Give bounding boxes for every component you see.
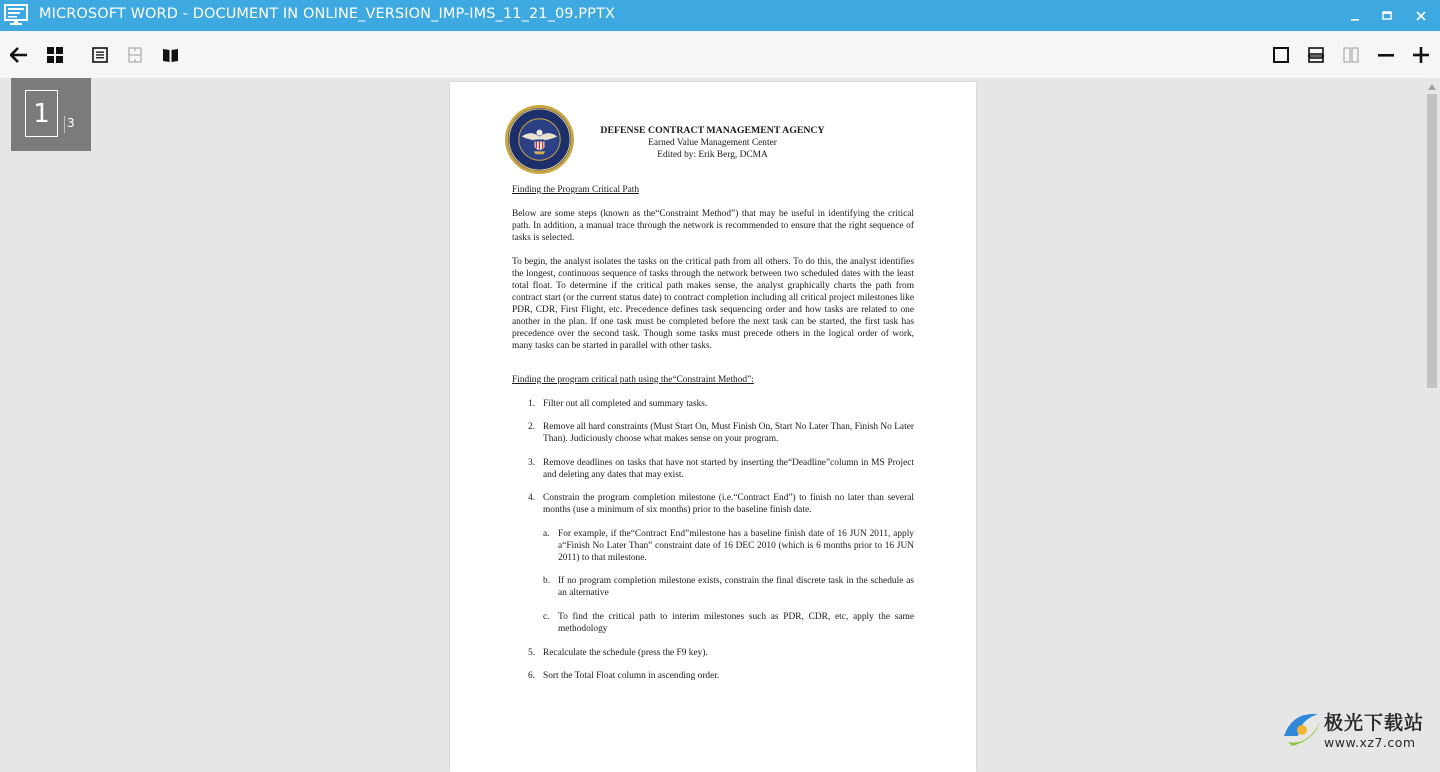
- sub-list-letter: c.: [543, 612, 550, 622]
- watermark-logo-icon: [1278, 706, 1324, 752]
- toolbar: [0, 31, 1440, 79]
- thumbnails-button[interactable]: [40, 41, 70, 68]
- list-item: [528, 398, 914, 410]
- back-button[interactable]: [4, 41, 34, 68]
- scroll-up-icon[interactable]: [1428, 84, 1436, 90]
- list-text: Remove deadlines on tasks that have not started by inserting the“Deadline”column in MS Project and deleting any dates that may exist.: [543, 458, 914, 480]
- close-icon: [1415, 10, 1427, 22]
- editor-line: Edited by: Erik Berg, DCMA: [657, 150, 768, 160]
- section-heading: Finding the program critical path using the“Constraint Method”:: [512, 375, 754, 385]
- sub-list-letter: a.: [543, 529, 550, 539]
- title-bar: [0, 0, 1440, 31]
- maximize-button[interactable]: [1370, 3, 1404, 29]
- plus-icon: [1413, 47, 1429, 63]
- minimize-button[interactable]: [1338, 3, 1372, 29]
- book-view-button[interactable]: [155, 41, 185, 68]
- close-button[interactable]: [1404, 3, 1438, 29]
- list-text: Filter out all completed and summary tasks.: [543, 399, 708, 409]
- sub-list-text: If no program completion milestone exists, constrain the final discrete task in the schedule as an alternative: [558, 576, 914, 598]
- list-item: [528, 647, 914, 659]
- columns-button[interactable]: [1336, 41, 1366, 68]
- paragraph: To begin, the analyst isolates the tasks on the critical path from all others. To do this, the analyst identifies the longest, continuous sequence of tasks through the network between two scheduled dates with the least total float. To determine if the critical path makes sense, the analyst graphically charts the path from contract start (or the current status date) to contract completion including all critical project milestones like PDR, CDR, First Flight, etc. Precedence defines task sequencing order and how tasks are related to one another in the plan. If one task must be completed before the next task can be started, the first task has precedence over the second task. Though some tasks must precede others in the logical order of work, many tasks can be started in parallel with other tasks.: [512, 257, 914, 351]
- zoom-in-button[interactable]: [1406, 41, 1436, 68]
- fit-width-icon: [1307, 47, 1325, 63]
- two-page-icon: [127, 47, 143, 63]
- minus-icon: [1378, 47, 1394, 63]
- list-text: Recalculate the schedule (press the F9 key).: [543, 648, 708, 658]
- page-count: 3: [67, 116, 75, 130]
- sub-list-item: [543, 611, 914, 635]
- document-page: [450, 82, 976, 772]
- fit-width-button[interactable]: [1301, 41, 1331, 68]
- document-icon: [92, 47, 108, 63]
- list-item: [528, 492, 914, 516]
- watermark-name: 极光下载站: [1324, 712, 1425, 734]
- single-page-button[interactable]: [1266, 41, 1296, 68]
- sub-list-text: For example, if the“Contract End”milestone has a baseline finish date of 16 JUN 2011, apply a“Finish No Later Than” constraint date of 16 DEC 2010 (which is 6 months prior to 16 JUN 2011) to that milestone.: [558, 529, 914, 563]
- list-text: Constrain the program completion milestone (i.e.“Contract End”) to finish no later than several months (use a minimum of six months) prior to the baseline finish date.: [543, 493, 914, 515]
- sub-list-item: [543, 528, 914, 564]
- agency-name: DEFENSE CONTRACT MANAGEMENT AGENCY: [600, 125, 825, 136]
- window-title: MICROSOFT WORD - DOCUMENT IN ONLINE_VERSION_IMP-IMS_11_21_09.PPTX: [39, 6, 615, 22]
- list-number: 5.: [528, 648, 536, 658]
- maximize-icon: [1381, 10, 1393, 22]
- vertical-scrollbar[interactable]: [1424, 78, 1440, 759]
- list-text: Sort the Total Float column in ascending order.: [543, 671, 720, 681]
- two-page-button[interactable]: [120, 41, 150, 68]
- reading-view-button[interactable]: [85, 41, 115, 68]
- list-item: [528, 457, 914, 481]
- page-thumbnail-current[interactable]: 1: [25, 90, 58, 137]
- list-text: Remove all hard constraints (Must Start On, Must Finish On, Start No Later Than, Finish No Later Than). Judiciously choose what makes sense on your program.: [543, 422, 914, 444]
- page-thumbnail-pane: [11, 78, 91, 151]
- list-number: 6.: [528, 671, 536, 681]
- thumbnail-separator: [64, 116, 65, 133]
- list-item: [528, 421, 914, 445]
- center-name: Earned Value Management Center: [648, 138, 777, 148]
- dcma-seal-icon: [504, 104, 575, 175]
- section-heading: Finding the Program Critical Path: [512, 185, 640, 195]
- watermark: [1278, 704, 1433, 754]
- sub-list-item: [543, 575, 914, 599]
- list-item: [528, 670, 914, 682]
- list-number: 3.: [528, 458, 536, 468]
- single-page-icon: [1273, 47, 1289, 63]
- sub-list-letter: b.: [543, 576, 551, 586]
- list-number: 4.: [528, 493, 536, 503]
- sub-list-text: To find the critical path to interim milestones such as PDR, CDR, etc, apply the same methodology: [558, 612, 914, 634]
- watermark-url: www.xz7.com: [1324, 735, 1416, 750]
- zoom-out-button[interactable]: [1371, 41, 1401, 68]
- back-arrow-icon: [10, 47, 28, 63]
- minimize-icon: [1349, 10, 1361, 22]
- list-number: 2.: [528, 422, 536, 432]
- book-icon: [162, 47, 179, 63]
- list-number: 1.: [528, 399, 536, 409]
- grid-icon: [47, 47, 63, 63]
- paragraph: Below are some steps (known as the“Constraint Method”) that may be useful in identifying the critical path. In addition, a manual trace through the network is recommended to ensure that the right sequence of tasks is selected.: [512, 209, 914, 243]
- scrollbar-thumb[interactable]: [1427, 94, 1437, 388]
- columns-icon: [1343, 47, 1359, 63]
- app-icon: [4, 4, 28, 26]
